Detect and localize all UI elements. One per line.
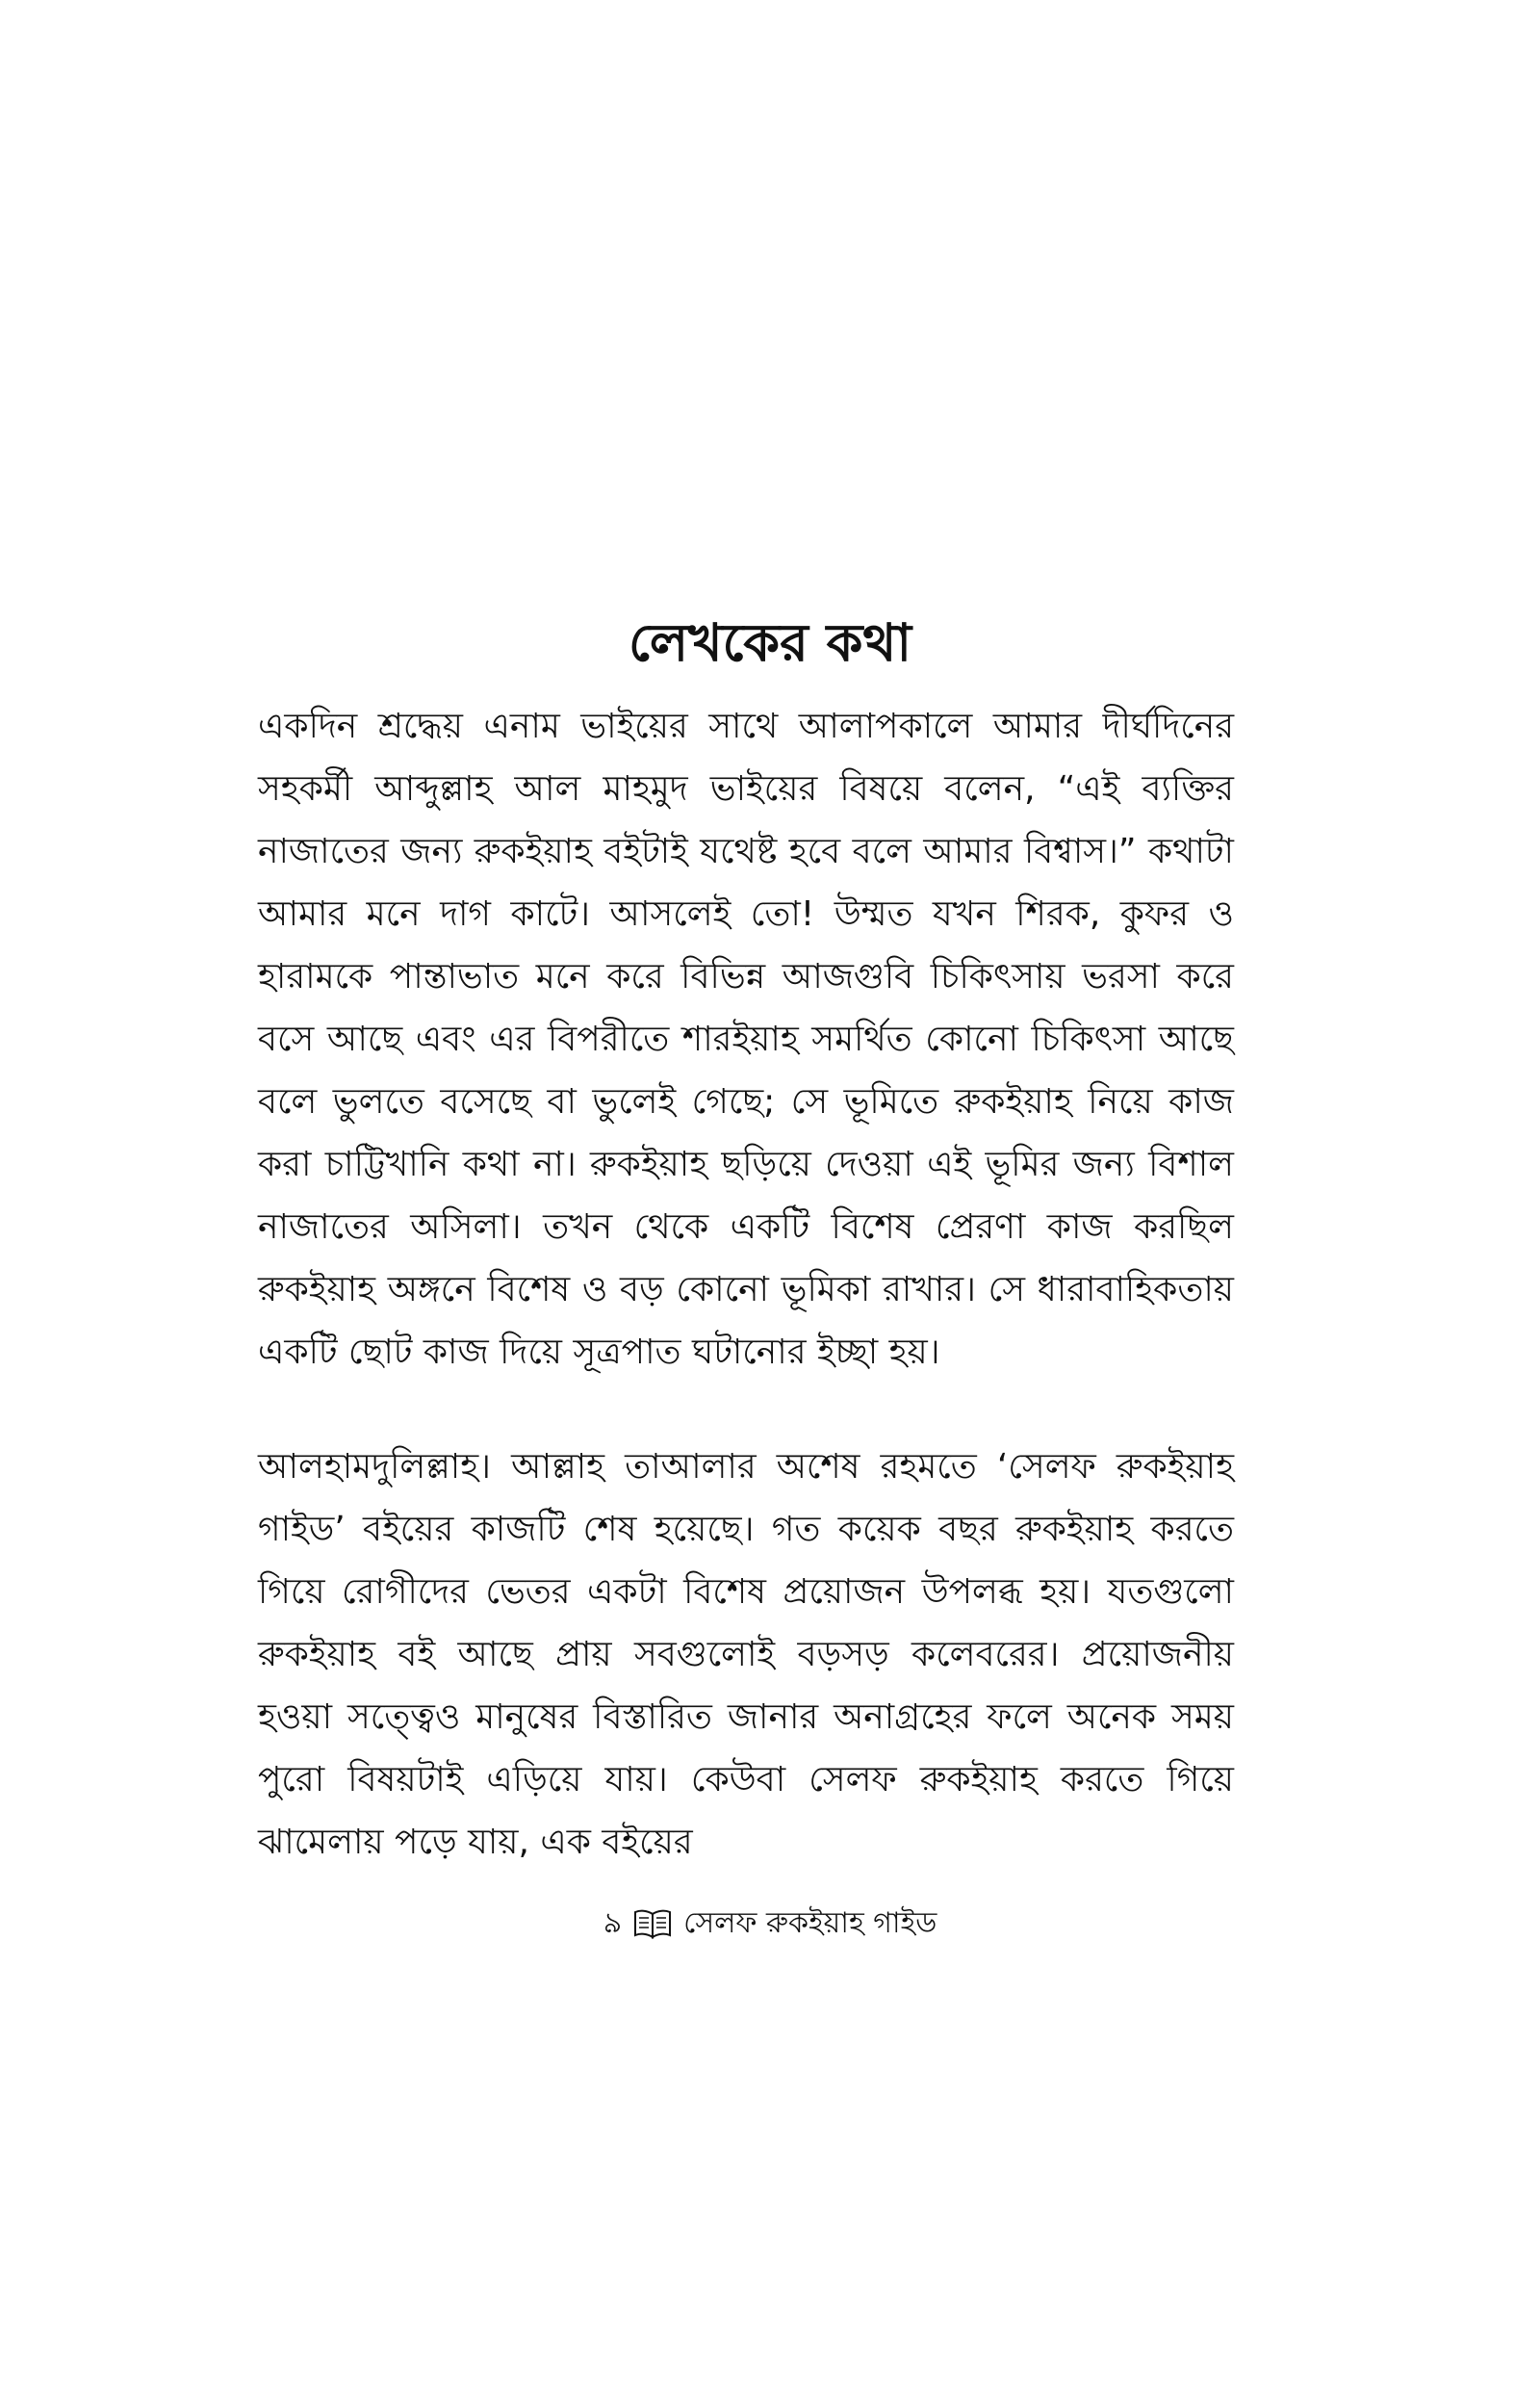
- paragraph-2: আলহামদুলিল্লাহ। আল্লাহ তাআলার অশেষ রহমতে ‘সেলফ রুকইয়াহ গাইড’ বইয়ের কাজটি শেষ হয়েছে। গত কয়েক বছর রুকইয়াহ করতে গিয়ে রোগীদের ভেতর একটা বিশেষ প্রয়োজন উপলব্ধ হয়। যতগুলো রুকইয়াহ বই আছে প্রায় সবগুলোই বড়সড় কলেবরের। প্রয়োজনীয় হওয়া সত্ত্বেও মানুষের বিস্তারিত জানার অনাগ্রহের ফলে অনেক সময় পুরো বিষয়টাই এড়িয়ে যায়। কেউবা সেলফ রুকইয়াহ করতে গিয়ে ঝামেলায় পড়ে যায়, এক বইয়ের: [258, 1447, 1234, 1862]
- page-footer: [0, 1904, 1540, 1943]
- book-title: সেলফ রুকইয়াহ গাইড: [683, 1906, 937, 1940]
- page-title: লেখকের কথা: [629, 612, 911, 673]
- open-book-icon: [633, 1908, 672, 1939]
- page-number: ৯: [603, 1906, 623, 1940]
- paragraph-1: একদিন শ্রদ্ধেয় এনাম ভাইয়ের সাথে আলাপকালে আমার দীর্ঘদিনের সহকর্মী আব্দুল্লাহ আল মাহমুদ ভাইয়ের বিষয়ে বলেন, “এই ব্যক্তির নাজাতের জন্য রুকইয়াহ বইটাই যথেষ্ট হবে বলে আমার বিশ্বাস।” কথাটা আমার মনে দাগ কাটে। আসলেই তো! উম্মত যখন শিরক, কুফর ও হারামকে পান্তাভাত মনে করে বিভিন্ন আজগুবি চিকিৎসায় ভরসা করে বসে আছে এবং এর বিপরীতে শারইয়াহ সমর্থিত কোনো চিকিৎসা আছে বলে ভুলতে বসেছে বা ভুলেই গেছে; সে ভূমিতে রুকইয়াহ নিয়ে কাজ করা চাট্টিখানি কথা না। রুকইয়াহ ছড়িয়ে দেওয়া এই ভূমির জন্য বিশাল নাজাতের অসিলা। তখন থেকে একটি বিশেষ প্রেরণা কাজ করছিল রুকইয়াহ অঙ্গনে বিশেষ ও বড় কোনো ভূমিকা রাখার। সে ধারাবাহিকতায় একটি ছোট কাজ দিয়ে সূত্রপাত ঘটানোর ইচ্ছা হয়।: [258, 707, 1234, 1372]
